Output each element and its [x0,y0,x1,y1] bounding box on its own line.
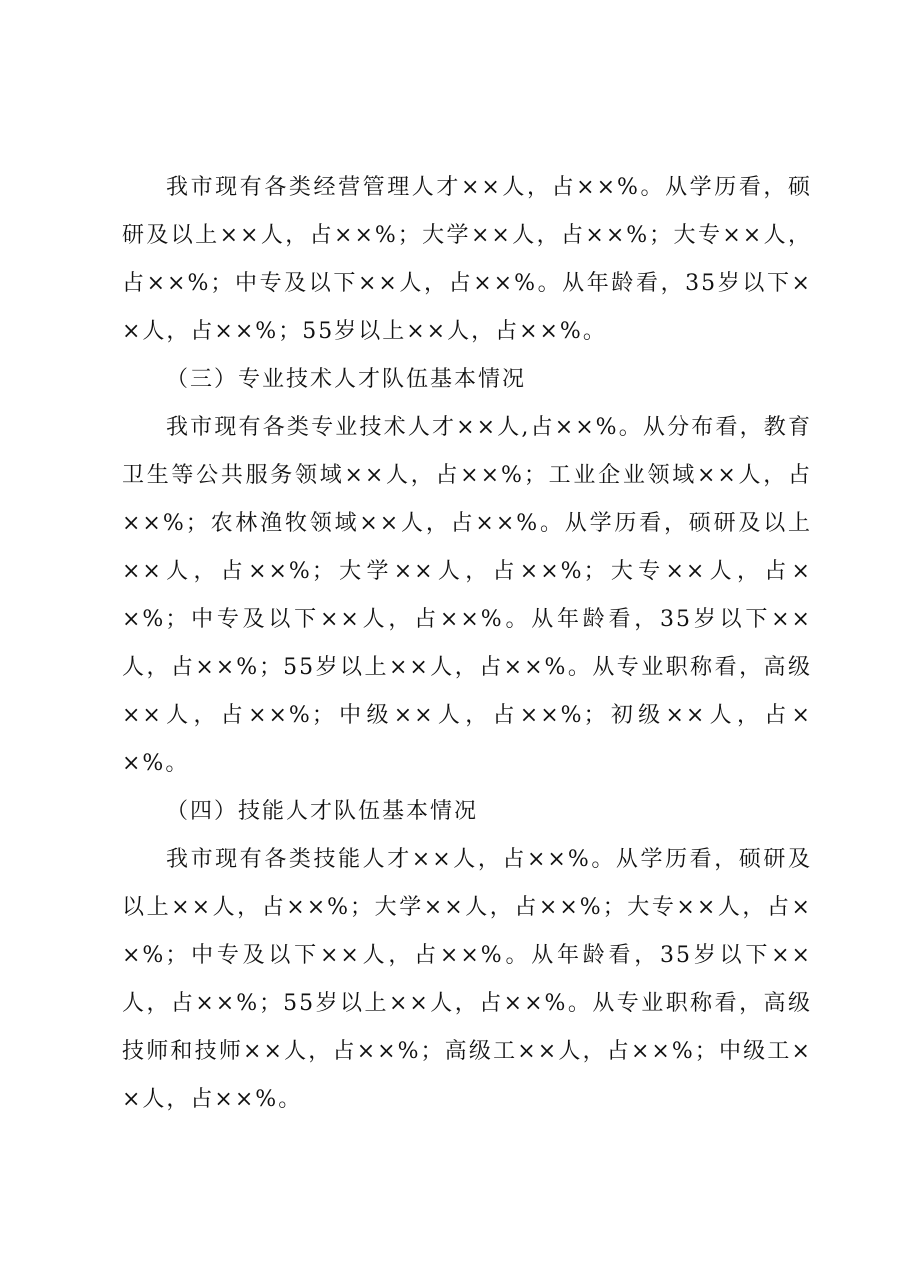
paragraph-management-talent: 我市现有各类经营管理人才××人，占××%。从学历看，硕研及以上××人，占××%；大学××人，占××%；大专××人，占××%；中专及以下××人，占××%。从年龄看，35岁以下××人，占××%；55岁以上××人，占××%。 [122,175,812,344]
paragraph-professional-talent: 我市现有各类专业技术人才××人,占××%。从分布看，教育卫生等公共服务领域××人，占××%；工业企业领域××人，占××%；农林渔牧领域××人，占××%。从学历看，硕研及以上××人，占××%；大学××人，占××%；大专××人，占××%；中专及以下××人，占××%。从年龄看，35岁以下××人，占××%；55岁以上××人，占××%。从专业职称看，高级××人，占××%；中级××人，占××%；初级××人，占××%。 [122,415,812,776]
document-body [122,164,812,1124]
section-heading-4: （四）技能人才队伍基本情况 [166,799,479,824]
paragraph-skilled-talent: 我市现有各类技能人才××人，占××%。从学历看，硕研及以上××人，占××%；大学××人，占××%；大专××人，占××%；中专及以下××人，占××%。从年龄看，35岁以下××人，占××%；55岁以上××人，占××%。从专业职称看，高级技师和技师××人，占××%；高级工××人，占××%；中级工××人，占××%。 [122,847,812,1112]
section-heading-3: （三）专业技术人才队伍基本情况 [166,367,527,392]
